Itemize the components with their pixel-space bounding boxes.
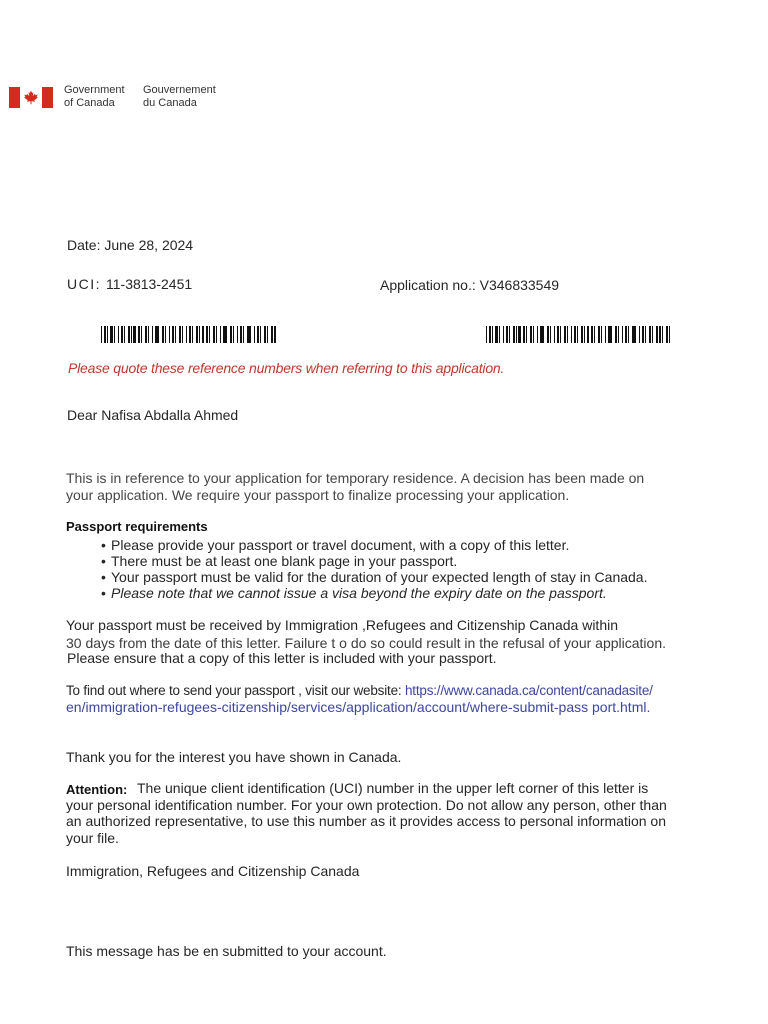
website-text: To find out where to send your passport , visit our website: xyxy=(66,683,405,698)
deadline-line: 30 days from the date of this letter. Failure t o do so could result in the refusal of your application. xyxy=(66,635,666,651)
logo-french-line: Gouvernement xyxy=(143,84,216,96)
salutation: Dear Nafisa Abdalla Ahmed xyxy=(67,407,239,423)
requirement-text: Your passport must be valid for the duration of your expected length of stay in Canada. xyxy=(111,569,648,585)
website-link[interactable]: https://www.canada.ca/content/canadasite/ xyxy=(404,683,653,698)
deadline-line: Please ensure that a copy of this letter is included with your passport. xyxy=(67,650,497,666)
uci-value: 11-3813-2451 xyxy=(106,276,193,292)
intro-paragraph xyxy=(66,470,644,504)
application-number: Application no.: V346833549 xyxy=(380,277,560,293)
requirements-heading: Passport requirements xyxy=(66,519,208,534)
intro-line: This is in reference to your application for temporary residence. A decision has been made on xyxy=(66,470,645,486)
thank-you-line: Thank you for the interest you have shown in Canada. xyxy=(66,749,402,765)
uci-label: UCI: xyxy=(67,276,101,292)
attention-label: Attention: xyxy=(66,782,128,797)
logo-english-line: Government xyxy=(64,84,125,96)
website-line xyxy=(66,699,650,715)
requirement-item xyxy=(96,537,647,553)
logo-english-line: of Canada xyxy=(64,97,115,109)
attention-line: an authorized representative, to use this number as it provides access to personal information on xyxy=(66,813,666,829)
requirement-item xyxy=(96,585,647,601)
reference-note: Please quote these reference numbers when referring to this application. xyxy=(68,360,505,376)
logo-french-line: du Canada xyxy=(143,97,197,109)
footer-note: This message has be en submitted to your account. xyxy=(66,943,387,959)
requirement-item xyxy=(96,553,647,569)
requirement-text: Please note that we cannot issue a visa beyond the expiry date on the passport. xyxy=(111,585,607,601)
logo-french xyxy=(143,84,216,110)
bullet-icon: • xyxy=(101,569,106,585)
requirement-item xyxy=(96,569,647,585)
attention-line: The unique client identification (UCI) number in the upper left corner of this letter is xyxy=(137,780,649,796)
signature: Immigration, Refugees and Citizenship Canada xyxy=(66,863,360,879)
intro-line: your application. We require your passport to finalize processing your application. xyxy=(66,487,570,503)
attention-line: your personal identification number. For your own protection. Do not allow any person, other than xyxy=(66,797,667,813)
requirement-text: Please provide your passport or travel document, with a copy of this letter. xyxy=(111,537,570,553)
bullet-icon: • xyxy=(101,553,106,569)
bullet-icon: • xyxy=(101,537,106,553)
requirement-text: There must be at least one blank page in your passport. xyxy=(111,553,458,569)
attention-line: your file. xyxy=(66,830,119,846)
application-barcode xyxy=(486,326,673,343)
canada-flag-icon xyxy=(9,87,53,108)
letter-date: Date: June 28, 2024 xyxy=(67,237,194,253)
bullet-icon: • xyxy=(101,585,106,601)
website-link[interactable]: en/immigration-refugees-citizenship/services/application/account/where-submit-pass port.html. xyxy=(66,699,651,715)
website-line xyxy=(66,683,653,699)
uci-barcode xyxy=(101,326,276,343)
deadline-line: Your passport must be received by Immigration ,Refugees and Citizenship Canada within xyxy=(66,617,619,633)
requirements-list xyxy=(96,537,647,601)
logo-english xyxy=(64,84,125,110)
